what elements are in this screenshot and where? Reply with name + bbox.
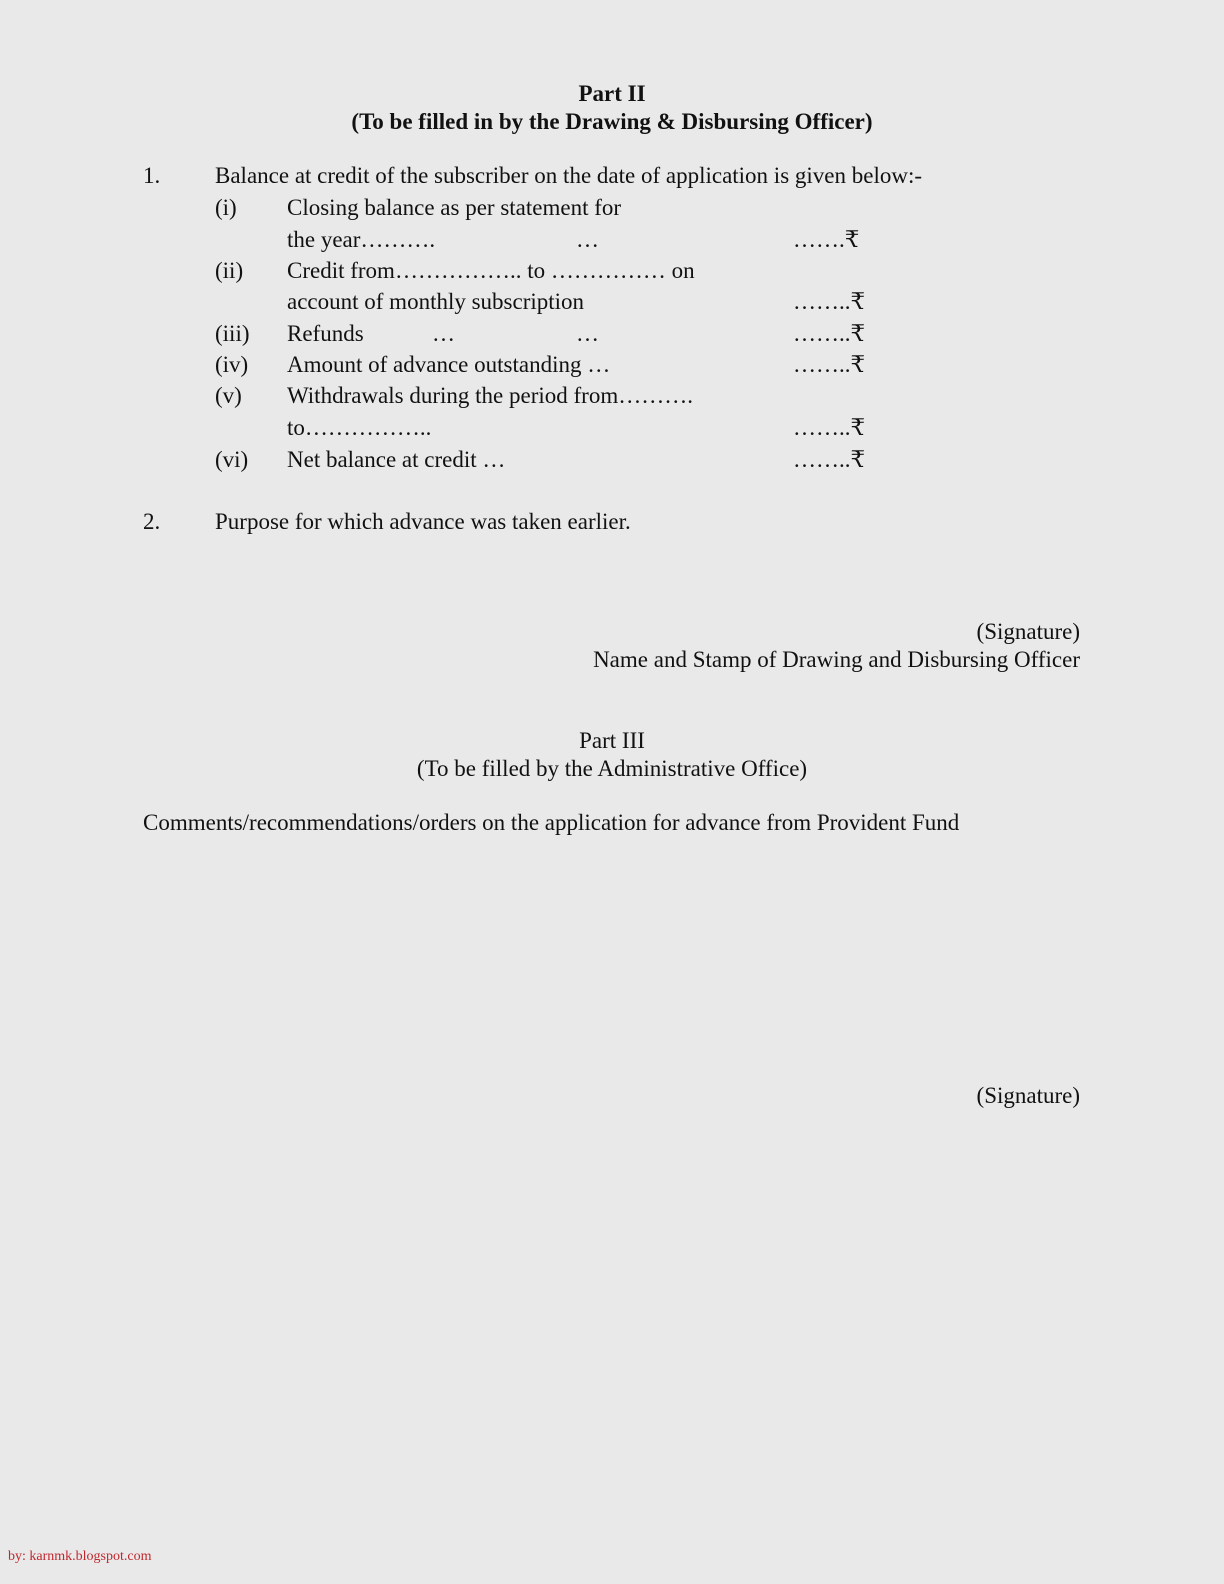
sub-iii-amount: ……..₹ [793,321,866,346]
sub-v-line1: Withdrawals during the period from………. [287,383,693,408]
sub-iii-number: (iii) [215,321,250,346]
sub-iv-number: (iv) [215,352,249,377]
part3-title: Part III [579,728,645,753]
sub-i-line2: the year………. [287,227,436,252]
item1-number: 1. [143,163,161,188]
sub-v-amount: ……..₹ [793,415,866,440]
ddo-name-stamp: Name and Stamp of Drawing and Disbursing Officer [593,647,1080,672]
sub-iii-dots1: … [432,321,455,346]
item1-text: Balance at credit of the subscriber on the date of application is given below:- [215,163,923,188]
sub-iii-line1: Refunds [287,321,364,346]
sub-i-amount: …….₹ [793,227,860,252]
sub-ii-amount: ……..₹ [793,289,866,314]
admin-signature: (Signature) [976,1083,1080,1108]
sub-v-line2: to…………….. [287,415,432,440]
sub-iii-dots2: … [576,321,599,346]
sub-iv-amount: ……..₹ [793,352,866,377]
part2-title: Part II [578,81,646,106]
sub-vi-number: (vi) [215,447,249,472]
ddo-signature: (Signature) [976,619,1080,644]
sub-i-dots: … [576,227,599,252]
item2-text: Purpose for which advance was taken earlier. [215,509,631,534]
sub-ii-line1: Credit from…………….. to …………… on [287,258,695,283]
sub-ii-number: (ii) [215,258,244,283]
part3-subtitle: (To be filled by the Administrative Office) [416,756,808,781]
footer-credit: by: karnmk.blogspot.com [8,1549,152,1564]
sub-i-number: (i) [215,195,237,220]
sub-iv-line1: Amount of advance outstanding … [287,352,611,377]
part2-subtitle: (To be filled in by the Drawing & Disbursing Officer) [351,109,873,134]
item2-number: 2. [143,509,161,534]
sub-v-number: (v) [215,383,242,408]
sub-vi-line1: Net balance at credit … [287,447,506,472]
sub-vi-amount: ……..₹ [793,447,866,472]
comments-label: Comments/recommendations/orders on the application for advance from Provident Fund [143,810,960,835]
sub-i-line1: Closing balance as per statement for [287,195,622,220]
sub-ii-line2: account of monthly subscription [287,289,585,314]
